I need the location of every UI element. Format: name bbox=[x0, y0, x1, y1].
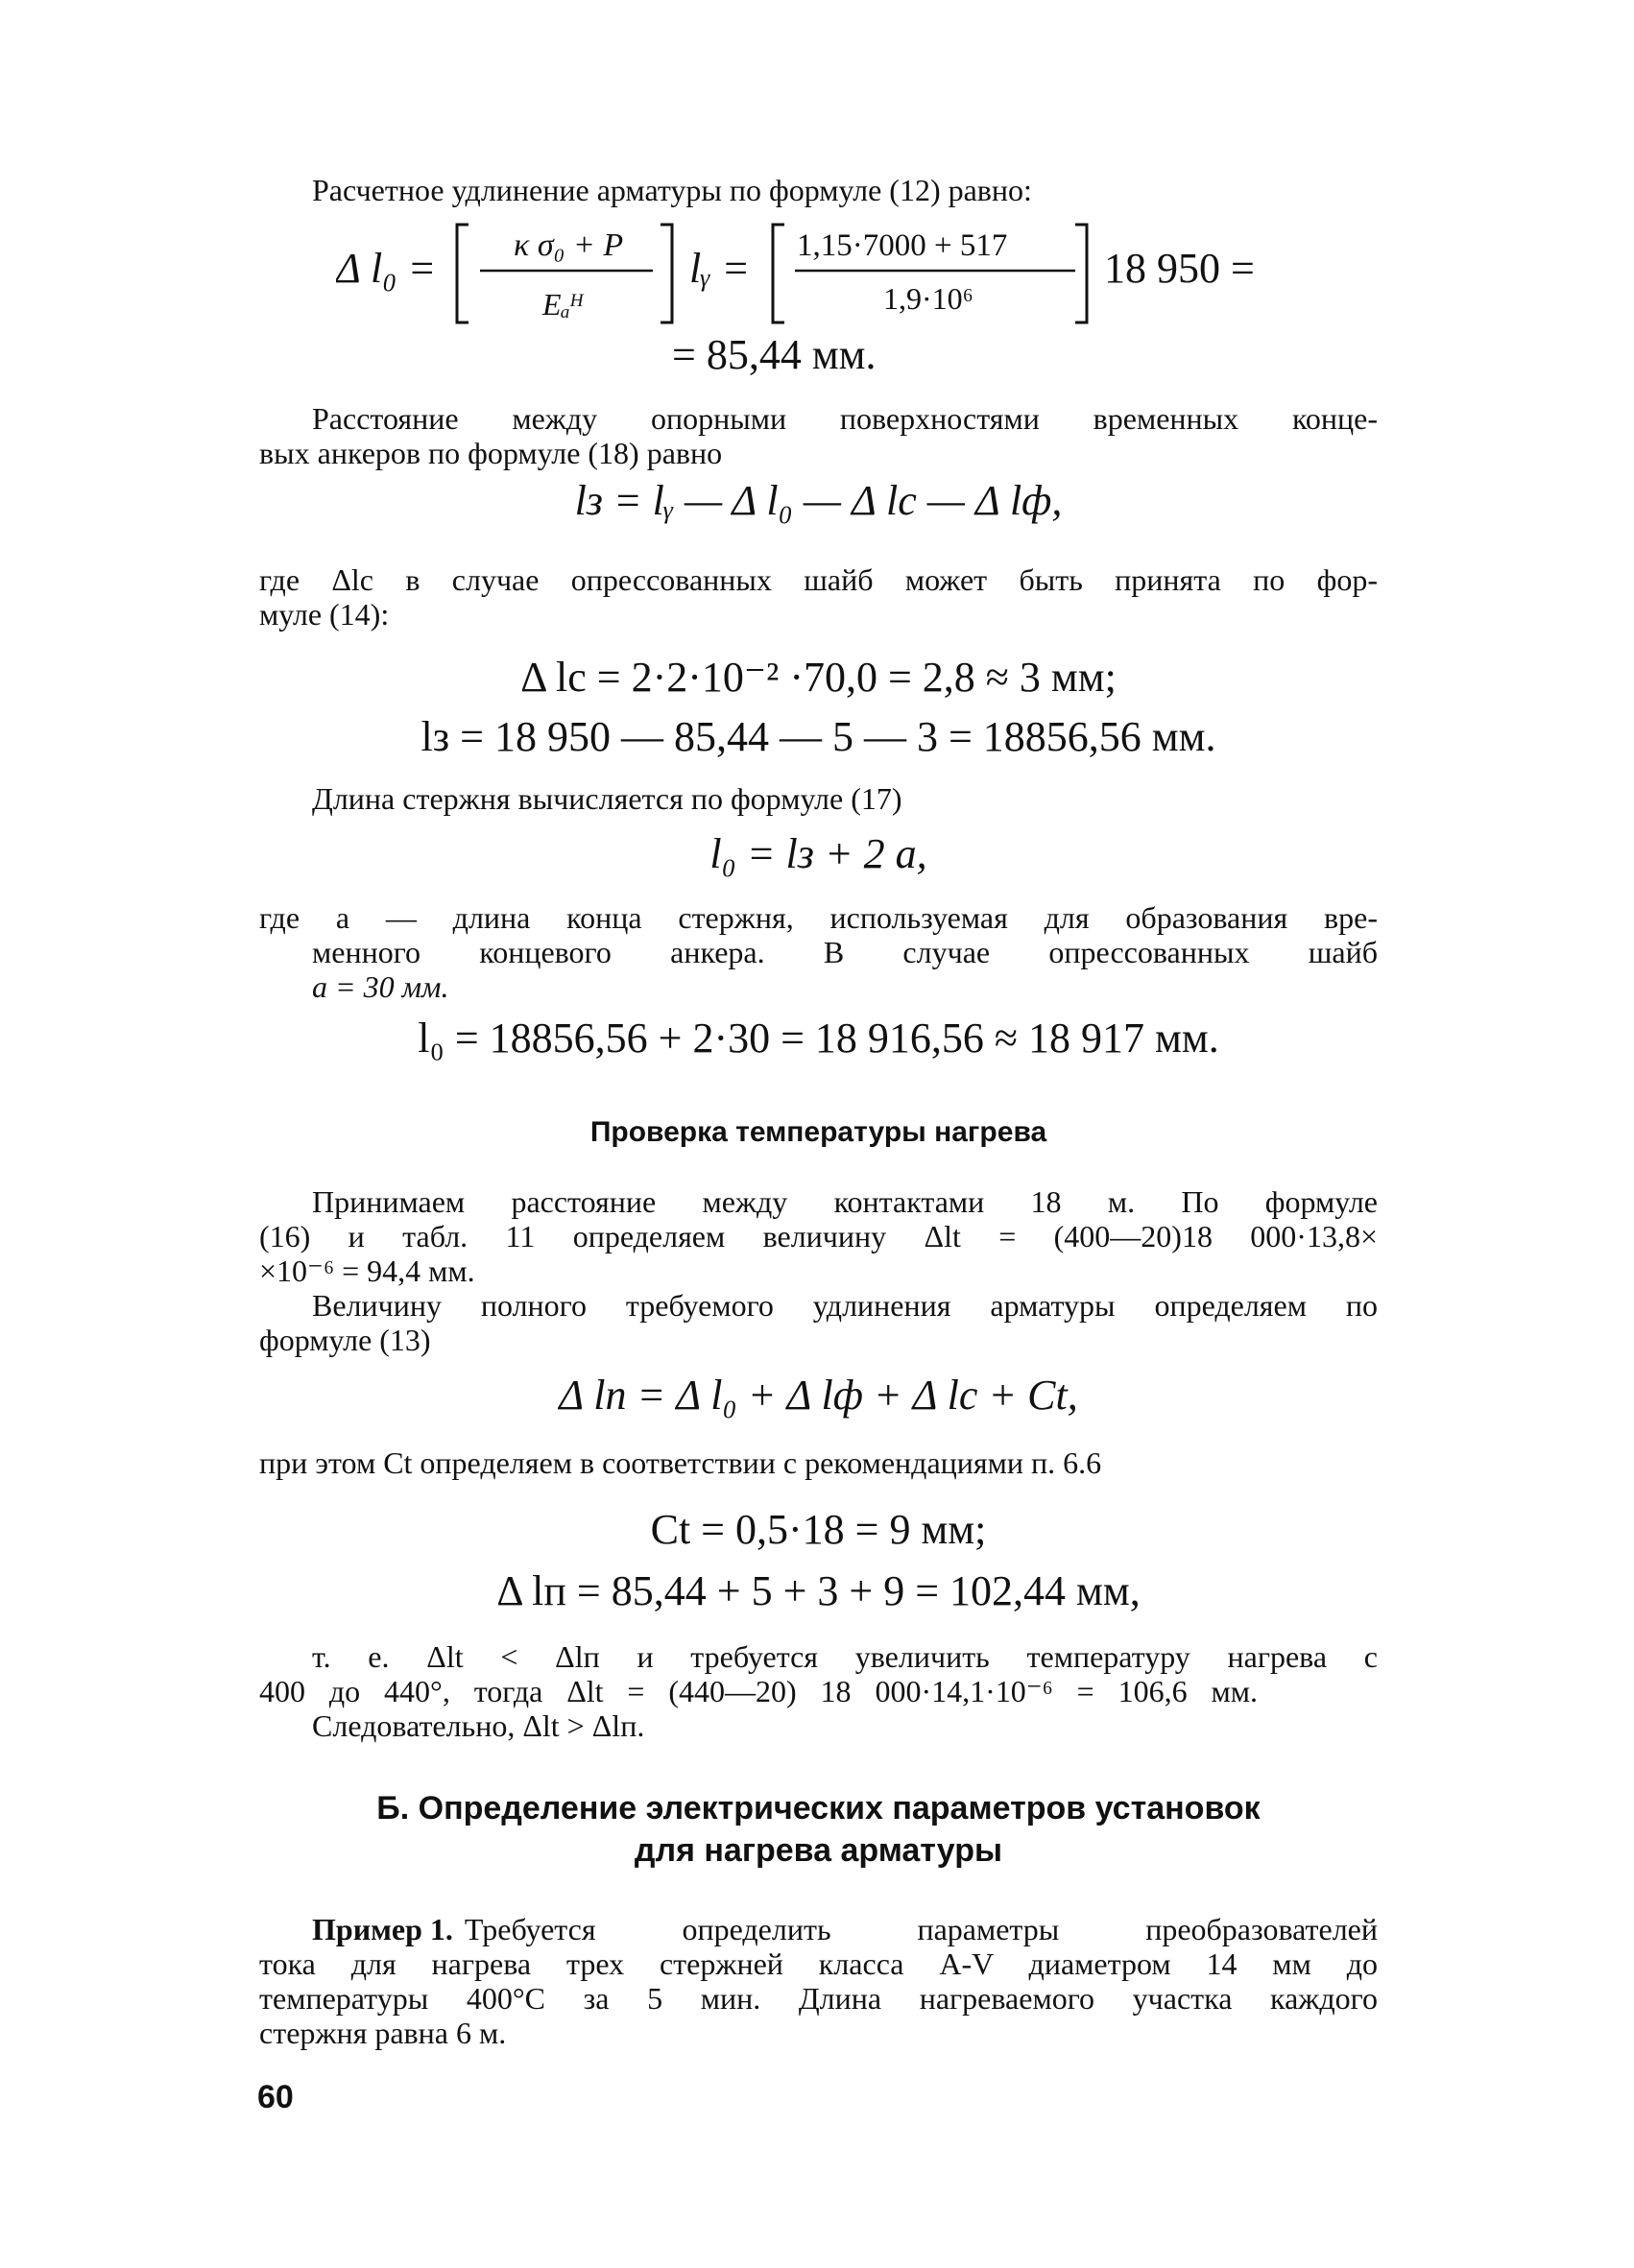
section-b-line1: Б. Определение электрических параметров установок bbox=[376, 1790, 1261, 1826]
formula-denominator-2: 1,9·10⁶ bbox=[883, 281, 973, 316]
para-contacts-line1: Принимаем расстояние между контактами 18 м. По формуле bbox=[312, 1184, 1378, 1219]
para-where-a-line3: a = 30 мм. bbox=[312, 969, 449, 1004]
line-rod-length: Длина стержня вычисляется по формуле (17) bbox=[312, 781, 902, 816]
page-number: 60 bbox=[257, 2079, 294, 2115]
para-full-elongation-line1: Величину полного требуемого удлинения арматуры определяем по bbox=[312, 1288, 1378, 1323]
intro-line: Расчетное удлинение арматуры по формуле (12) равно: bbox=[312, 173, 1032, 207]
para-increase-line2: 400 до 440°, тогда Δlt = (440—20) 18 000·14,1·10⁻⁶ = 106,6 мм. bbox=[259, 1674, 1258, 1708]
eq-l0-general: l₀ = lз + 2 a, bbox=[709, 830, 927, 877]
para-contacts-line3: ×10⁻⁶ = 94,4 мм. bbox=[259, 1253, 475, 1288]
bracket-left-1 bbox=[457, 225, 469, 322]
example1-line3: температуры 400°C за 5 мин. Длина нагреваемого участка каждого bbox=[259, 1981, 1378, 2016]
formula-numerator-1: κ σ₀ + P bbox=[514, 227, 624, 263]
line-ct: при этом Ct определяем в соответствии с рекомендациями п. 6.6 bbox=[259, 1445, 1102, 1480]
elongation-result: = 85,44 мм. bbox=[672, 331, 877, 378]
formula-elongation bbox=[336, 215, 1315, 330]
para-where-a-line2: менного концевого анкера. В случае опрессованных шайб bbox=[312, 935, 1378, 969]
formula-ly: lᵧ = bbox=[689, 245, 751, 292]
eq-dlc: Δ lс = 2·2·10⁻² ·70,0 = 2,8 ≈ 3 мм; bbox=[520, 654, 1117, 701]
example1-line2: тока для нагрева трех стержней класса А-V диаметром 14 мм до bbox=[259, 1946, 1378, 1981]
para-where-dlc-line1: где Δlс в случае опрессованных шайб может быть принята по фор- bbox=[259, 562, 1378, 597]
formula-denominator-1: Eₐᴴ bbox=[542, 287, 582, 322]
bracket-right-1 bbox=[661, 225, 672, 322]
example1-line1-text: Требуется определить параметры преобразователей bbox=[464, 1912, 1378, 1946]
eq-l3-value: lз = 18 950 — 85,44 — 5 — 3 = 18856,56 мм. bbox=[421, 713, 1216, 760]
formula-numerator-2: 1,15·7000 + 517 bbox=[797, 228, 1008, 263]
eq-l3-general: lз = lᵧ — Δ l₀ — Δ lс — Δ lф, bbox=[574, 477, 1063, 524]
eq-ct: Ct = 0,5·18 = 9 мм; bbox=[650, 1506, 987, 1553]
bracket-left-2 bbox=[773, 225, 784, 322]
example1-line1 bbox=[312, 1910, 1378, 1948]
eq-dln-general: Δ lп = Δ l₀ + Δ lф + Δ lс + Ct, bbox=[559, 1372, 1078, 1419]
para-increase-line3: Следовательно, Δlt > Δlп. bbox=[312, 1708, 645, 1743]
heading-check: Проверка температуры нагрева bbox=[589, 1116, 1047, 1148]
eq-l0-value: l₀ = 18856,56 + 2·30 = 18 916,56 ≈ 18 917 мм. bbox=[418, 1015, 1219, 1062]
example1-label: Пример 1. bbox=[312, 1912, 453, 1946]
para-where-a-line1: где a — длина конца стержня, используемая для образования вре- bbox=[259, 900, 1378, 935]
section-b-line2: для нагрева арматуры bbox=[634, 1832, 1003, 1869]
formula-lhs: Δ l₀ = bbox=[336, 245, 437, 292]
eq-dln-value: Δ lп = 85,44 + 5 + 3 + 9 = 102,44 мм, bbox=[496, 1567, 1141, 1614]
para-where-dlc-line2: муле (14): bbox=[259, 597, 390, 632]
para-contacts-line2: (16) и табл. 11 определяем величину Δlt = (400—20)18 000·13,8× bbox=[259, 1219, 1378, 1253]
bracket-right-2 bbox=[1075, 225, 1087, 322]
para-distance-line2: вых анкеров по формуле (18) равно bbox=[259, 436, 723, 470]
formula-tail: 18 950 = bbox=[1104, 245, 1255, 292]
para-increase-line1: т. е. Δlt < Δlп и требуется увеличить температуру нагрева с bbox=[312, 1639, 1378, 1674]
para-distance-line1: Расстояние между опорными поверхностями временных конце- bbox=[312, 401, 1378, 436]
para-full-elongation-line2: формуле (13) bbox=[259, 1323, 431, 1357]
example1-line4: стержня равна 6 м. bbox=[259, 2016, 507, 2050]
